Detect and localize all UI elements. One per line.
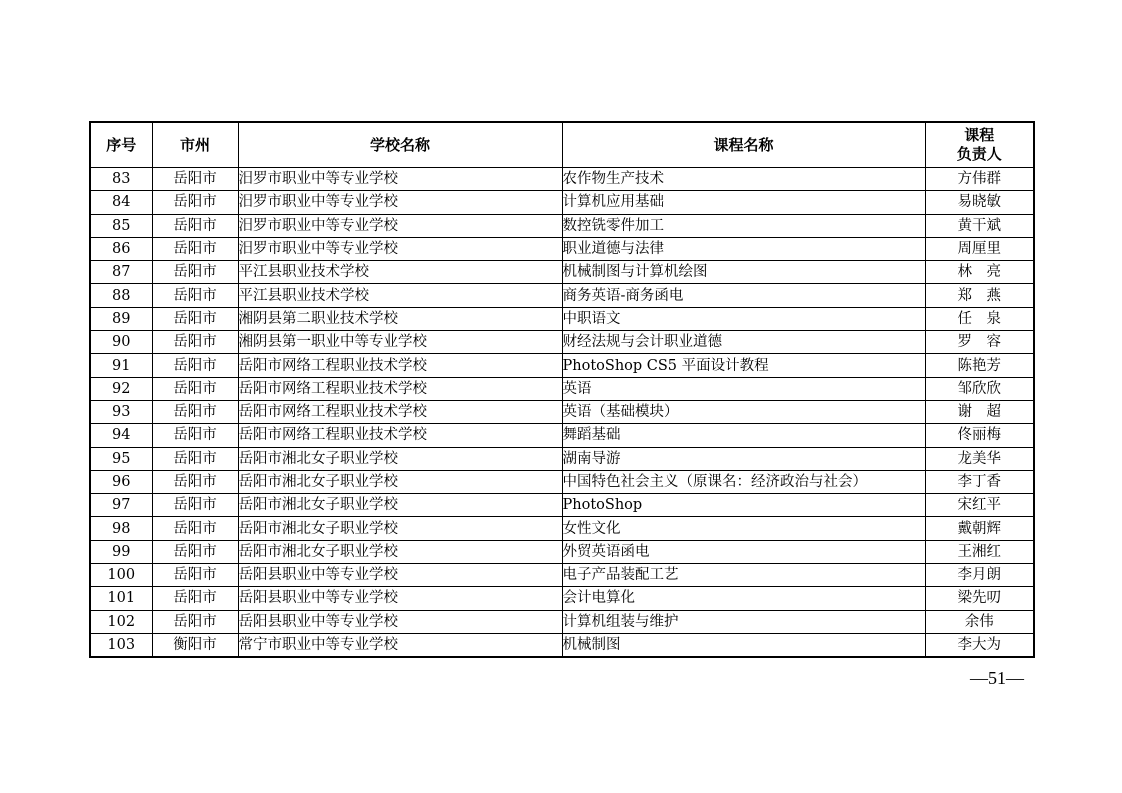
cell-no: 92 xyxy=(90,377,152,400)
cell-no: 84 xyxy=(90,191,152,214)
cell-person: 方伟群 xyxy=(925,168,1034,191)
cell-school: 岳阳市湘北女子职业学校 xyxy=(238,540,562,563)
cell-person: 邹欣欣 xyxy=(925,377,1034,400)
table-row xyxy=(90,284,1034,307)
cell-course: PhotoShop CS5 平面设计教程 xyxy=(562,354,925,377)
table-row xyxy=(90,470,1034,493)
cell-course: 中国特色社会主义（原课名：经济政治与社会） xyxy=(562,470,925,493)
table-row xyxy=(90,354,1034,377)
cell-city: 岳阳市 xyxy=(152,517,238,540)
cell-person: 王湘红 xyxy=(925,540,1034,563)
cell-school: 汨罗市职业中等专业学校 xyxy=(238,214,562,237)
cell-school: 岳阳市湘北女子职业学校 xyxy=(238,494,562,517)
cell-course: 女性文化 xyxy=(562,517,925,540)
cell-no: 83 xyxy=(90,168,152,191)
cell-person: 黄干斌 xyxy=(925,214,1034,237)
cell-city: 岳阳市 xyxy=(152,284,238,307)
table-row xyxy=(90,377,1034,400)
table-header xyxy=(90,122,1034,168)
cell-city: 岳阳市 xyxy=(152,447,238,470)
cell-no: 102 xyxy=(90,610,152,633)
cell-person: 罗 容 xyxy=(925,331,1034,354)
cell-no: 86 xyxy=(90,237,152,260)
cell-city: 岳阳市 xyxy=(152,331,238,354)
cell-school: 汨罗市职业中等专业学校 xyxy=(238,237,562,260)
cell-city: 岳阳市 xyxy=(152,261,238,284)
cell-course: 农作物生产技术 xyxy=(562,168,925,191)
cell-course: 舞蹈基础 xyxy=(562,424,925,447)
cell-course: 英语 xyxy=(562,377,925,400)
cell-no: 97 xyxy=(90,494,152,517)
table-row xyxy=(90,191,1034,214)
cell-no: 94 xyxy=(90,424,152,447)
cell-person: 宋红平 xyxy=(925,494,1034,517)
cell-no: 99 xyxy=(90,540,152,563)
table-row xyxy=(90,307,1034,330)
header-no: 序号 xyxy=(90,122,152,168)
cell-school: 湘阴县第二职业技术学校 xyxy=(238,307,562,330)
cell-city: 岳阳市 xyxy=(152,610,238,633)
table-row xyxy=(90,168,1034,191)
cell-course: 商务英语-商务函电 xyxy=(562,284,925,307)
cell-person: 梁先叨 xyxy=(925,587,1034,610)
header-course: 课程名称 xyxy=(562,122,925,168)
cell-city: 岳阳市 xyxy=(152,214,238,237)
header-row xyxy=(90,122,1034,168)
cell-person: 郑 燕 xyxy=(925,284,1034,307)
cell-city: 岳阳市 xyxy=(152,564,238,587)
cell-school: 岳阳县职业中等专业学校 xyxy=(238,587,562,610)
table-row xyxy=(90,447,1034,470)
cell-course: 湖南导游 xyxy=(562,447,925,470)
cell-course: 会计电算化 xyxy=(562,587,925,610)
table-row xyxy=(90,564,1034,587)
cell-no: 89 xyxy=(90,307,152,330)
header-school: 学校名称 xyxy=(238,122,562,168)
cell-no: 90 xyxy=(90,331,152,354)
table-row xyxy=(90,587,1034,610)
table-row xyxy=(90,237,1034,260)
table-row xyxy=(90,331,1034,354)
cell-school: 平江县职业技术学校 xyxy=(238,284,562,307)
cell-city: 衡阳市 xyxy=(152,633,238,657)
cell-no: 100 xyxy=(90,564,152,587)
table-row xyxy=(90,214,1034,237)
cell-person: 林 亮 xyxy=(925,261,1034,284)
cell-school: 汨罗市职业中等专业学校 xyxy=(238,191,562,214)
cell-school: 岳阳市湘北女子职业学校 xyxy=(238,447,562,470)
cell-person: 戴朝辉 xyxy=(925,517,1034,540)
cell-person: 易晓敏 xyxy=(925,191,1034,214)
cell-no: 85 xyxy=(90,214,152,237)
cell-school: 岳阳县职业中等专业学校 xyxy=(238,610,562,633)
table-body xyxy=(90,168,1034,658)
cell-person: 谢 超 xyxy=(925,400,1034,423)
cell-course: 机械制图与计算机绘图 xyxy=(562,261,925,284)
cell-course: 中职语文 xyxy=(562,307,925,330)
cell-course: 职业道德与法律 xyxy=(562,237,925,260)
cell-person: 李丁香 xyxy=(925,470,1034,493)
cell-school: 岳阳县职业中等专业学校 xyxy=(238,564,562,587)
page-number: —51— xyxy=(970,668,1024,688)
cell-no: 88 xyxy=(90,284,152,307)
cell-city: 岳阳市 xyxy=(152,191,238,214)
cell-city: 岳阳市 xyxy=(152,424,238,447)
cell-city: 岳阳市 xyxy=(152,307,238,330)
cell-course: 计算机应用基础 xyxy=(562,191,925,214)
header-person-line1: 课程 xyxy=(964,126,995,144)
cell-school: 湘阴县第一职业中等专业学校 xyxy=(238,331,562,354)
cell-person: 周厘里 xyxy=(925,237,1034,260)
cell-person: 余伟 xyxy=(925,610,1034,633)
cell-person: 陈艳芳 xyxy=(925,354,1034,377)
cell-person: 龙美华 xyxy=(925,447,1034,470)
cell-course: 计算机组装与维护 xyxy=(562,610,925,633)
cell-school: 岳阳市网络工程职业技术学校 xyxy=(238,354,562,377)
cell-course: 财经法规与会计职业道德 xyxy=(562,331,925,354)
cell-city: 岳阳市 xyxy=(152,237,238,260)
cell-city: 岳阳市 xyxy=(152,540,238,563)
cell-no: 103 xyxy=(90,633,152,657)
cell-school: 岳阳市网络工程职业技术学校 xyxy=(238,377,562,400)
cell-city: 岳阳市 xyxy=(152,494,238,517)
cell-course: 外贸英语函电 xyxy=(562,540,925,563)
cell-person: 任 泉 xyxy=(925,307,1034,330)
cell-city: 岳阳市 xyxy=(152,400,238,423)
cell-school: 岳阳市网络工程职业技术学校 xyxy=(238,424,562,447)
cell-no: 101 xyxy=(90,587,152,610)
cell-city: 岳阳市 xyxy=(152,168,238,191)
table-row xyxy=(90,633,1034,657)
table-row xyxy=(90,261,1034,284)
table-row xyxy=(90,400,1034,423)
header-city: 市州 xyxy=(152,122,238,168)
table-row xyxy=(90,424,1034,447)
cell-school: 平江县职业技术学校 xyxy=(238,261,562,284)
cell-course: 电子产品装配工艺 xyxy=(562,564,925,587)
cell-no: 95 xyxy=(90,447,152,470)
table-row xyxy=(90,517,1034,540)
header-person-line2: 负责人 xyxy=(956,145,1002,163)
table-row xyxy=(90,610,1034,633)
cell-no: 98 xyxy=(90,517,152,540)
header-person xyxy=(925,122,1034,168)
table-row xyxy=(90,494,1034,517)
cell-school: 汨罗市职业中等专业学校 xyxy=(238,168,562,191)
cell-person: 李月朗 xyxy=(925,564,1034,587)
cell-school: 常宁市职业中等专业学校 xyxy=(238,633,562,657)
cell-school: 岳阳市网络工程职业技术学校 xyxy=(238,400,562,423)
cell-no: 91 xyxy=(90,354,152,377)
cell-no: 93 xyxy=(90,400,152,423)
cell-city: 岳阳市 xyxy=(152,377,238,400)
cell-school: 岳阳市湘北女子职业学校 xyxy=(238,517,562,540)
table-row xyxy=(90,540,1034,563)
cell-course: 英语（基础模块） xyxy=(562,400,925,423)
cell-course: 数控铣零件加工 xyxy=(562,214,925,237)
cell-city: 岳阳市 xyxy=(152,470,238,493)
cell-no: 96 xyxy=(90,470,152,493)
cell-person: 李大为 xyxy=(925,633,1034,657)
cell-course: PhotoShop xyxy=(562,494,925,517)
cell-city: 岳阳市 xyxy=(152,354,238,377)
cell-school: 岳阳市湘北女子职业学校 xyxy=(238,470,562,493)
cell-city: 岳阳市 xyxy=(152,587,238,610)
cell-course: 机械制图 xyxy=(562,633,925,657)
cell-no: 87 xyxy=(90,261,152,284)
cell-person: 佟丽梅 xyxy=(925,424,1034,447)
course-table xyxy=(89,121,1035,658)
